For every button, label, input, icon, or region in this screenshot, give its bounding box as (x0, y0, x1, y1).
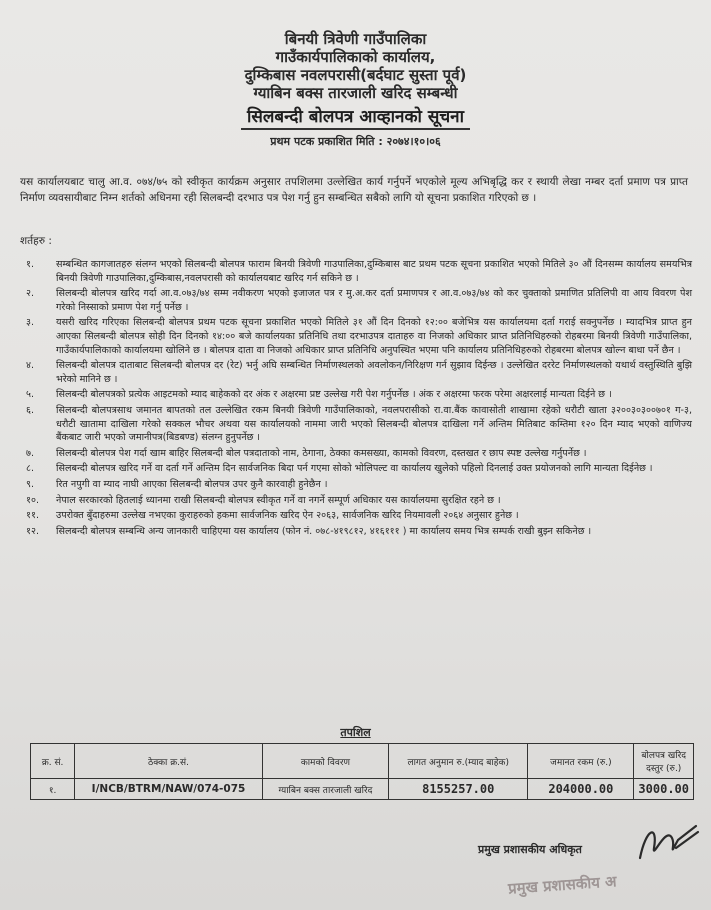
condition-item (20, 525, 692, 539)
condition-item (20, 404, 692, 445)
handwritten-signature (632, 818, 702, 866)
condition-item (20, 447, 692, 461)
cell-bid-security: 204000.00 (528, 779, 634, 800)
condition-number: ७. (26, 447, 35, 459)
condition-text: सिलबन्दी बोलपत्र पेश गर्दा खाम बाहिर सिलबन्दी बोल पत्रदाताको नाम, ठेगाना, ठेक्का कमसख्या, कामको विवरण, दस्तखत र छाप स्पष्ट उल्लेख गर्नुपर्नेछ । (56, 447, 587, 459)
condition-text: सिलबन्दी बोलपत्र दाताबाट सिलबन्दी बोलपत्र दर (रेट) भर्नु अघि सम्बन्धित निर्माणस्थलको अवलोकन/निरिक्षण गर्न सुझाव दिईन्छ । उल्लेखित दररेट निर्माणस्थलको यथार्थ वस्तुस्थिति बुझि भरेको मानिने छ । (56, 360, 692, 385)
publication-date: प्रथम पटक प्रकाशित मिति : २०७४।१०।०६ (270, 135, 441, 148)
condition-text: सिलबन्दी बोलपत्र खरिद गर्ने वा दर्ता गर्ने अन्तिम दिन सार्वजनिक बिदा पर्न गएमा सोको भोलिपल्ट वा कार्यालय खुलेको पहिलो दिनलाई उक्त प्रयोजनको लागि मान्यता दिईनेछ । (56, 463, 653, 475)
notice-subject: ग्याबिन बक्स तारजाली खरिद सम्बन्धी (253, 84, 458, 102)
condition-number: २. (26, 288, 35, 300)
condition-number: १०. (26, 494, 40, 506)
condition-item (20, 462, 692, 476)
office-stamp: प्रमुख प्रशासकीय अ (507, 872, 618, 898)
col-header-serial: क्र. सं. (31, 744, 75, 779)
condition-text: सिलबन्दी बोलपत्रसाथ जमानत बापतको तल उल्लेखित रकम बिनयी त्रिवेणी गाउँपालिकाको, नवलपरासीको रा.वा.बैंक कावासोती शाखामा रहेको धरौटी खाता ३२००३०३००७०१ ग-३, धरौटी खातामा दाखिला गरेको सक्कल भौचर अथवा यस कार्यालयको नाममा जारी भएको सिलबन्दी बोलपत्र दाखिला गर्ने अन्तिम मितिबाट कम्तिमा १२० दिन म्याद भएको वाणिज्य बैंकबाट जारी भएको जमानीपत्र(बिडबण्ड) संलग्न हुनुपर्नेछ । (56, 404, 692, 444)
condition-item (20, 359, 692, 386)
condition-number: ११. (26, 510, 40, 522)
office-name: गाउँकार्यपालिकाको कार्यालय, (275, 48, 436, 66)
condition-number: ३. (26, 317, 35, 329)
col-header-cost-estimate: लागत अनुमान रु.(म्याद बाहेक) (389, 744, 528, 779)
condition-text: सिलबन्दी बोलपत्रको प्रत्येक आइटमको म्याद बाहेकको दर अंक र अक्षरमा प्रष्ट उल्लेख गरी पेश गर्नुपर्नेछ । अंक र अक्षरमा फरक परेमा अक्षरलाई मान्यता दिईने छ । (56, 389, 612, 401)
condition-item (20, 287, 692, 314)
cell-work-description: ग्याबिन बक्स तारजाली खरिद (262, 779, 388, 800)
condition-item (20, 478, 692, 492)
cell-bid-fee: 3000.00 (634, 779, 694, 800)
cell-serial: १. (31, 779, 75, 800)
condition-text: सिलबन्दी बोलपत्र खरिद गर्दा आ.व.०७३/७४ सम्म नवीकरण भएको इजाजत पत्र र मु.अ.कर दर्ता प्रमाणपत्र र आ.व.०७३/७४ को कर चुक्ताको प्रमाणित प्रतिलिपी वा आय विवरण पेश गरेको निस्साको प्रमाण पेश गर्नु पर्नेछ । (56, 288, 692, 313)
condition-text: यसरी खरिद गरिएका सिलबन्दी बोलपत्र प्रथम पटक सूचना प्रकाशित भएको मितिले ३१ औं दिन दिनको १२:०० बजेभित्र यस कार्यालयमा दर्ता गराई सक्नुपर्नेछ । म्यादभित्र प्राप्त हुन आएका सिलबन्दी बोलपत्र सोही दिन दिनको १४:०० बजे कार्यालयका प्रतिनिधि तथा दरभाउपत्र दाताहरु वा निजको अधिकार प्राप्त प्रतिनिधिहरुको रोहबरमा बिनयी त्रिवेणी गाउँपालिका, गाउँकार्यपालिकाको कार्यालयमा खोलिने छ । बोलपत्र दाता वा निजको अधिकार प्राप्त प्रतिनिधि अनुपस्थित भएमा पनि कार्यालय प्रतिनिधिहरुको रोहबरमा बोलपत्र खोल्न बाधा पर्ने छैन । (56, 317, 692, 356)
notice-header (0, 30, 711, 149)
condition-text: रित नपुगी वा म्याद नाघी आएका सिलबन्दी बोलपत्र उपर कुनै कारवाही हुनेछैन । (56, 478, 328, 490)
conditions-heading: शर्तहरु : (20, 235, 52, 247)
condition-text: नेपाल सरकारको हितलाई ध्यानमा राखी सिलबन्दी बोलपत्र स्वीकृत गर्ने वा नगर्ने सम्पूर्ण अधिकार यस कार्यालयमा सुरक्षित रहने छ । (56, 494, 501, 506)
col-header-bid-fee: बोलपत्र खरिद दस्तुर (रु.) (634, 744, 694, 779)
col-header-contract-no: ठेक्का क्र.सं. (75, 744, 263, 779)
condition-number: ८. (26, 463, 35, 475)
conditions-list (20, 258, 692, 540)
col-header-work-description: कामको विवरण (262, 744, 388, 779)
col-header-bid-security: जमानत रकम (रु.) (528, 744, 634, 779)
table-header-row (31, 744, 694, 779)
cell-contract-no: I/NCB/BTRM/NAW/074-075 (75, 779, 263, 800)
schedule-table (30, 743, 694, 800)
condition-number: ५. (26, 389, 35, 401)
condition-text: सिलबन्दी बोलपत्र सम्बन्धि अन्य जानकारी चाहिएमा यस कार्यालय (फोन नं. ०७८-४१९८१२, ४१६१११ ) मा कार्यालय समय भित्र सम्पर्क राखी बुझ्न सकिनेछ । (56, 525, 592, 537)
condition-text: उपरोक्त बुँदाहरुमा उल्लेख नभएका कुराहरुको हकमा सार्वजनिक खरिद ऐन २०६३, सार्वजनिक खरिद नियमावली २०६४ अनुसार हुनेछ । (56, 510, 519, 522)
table-row (31, 779, 694, 800)
condition-number: ४. (26, 360, 35, 372)
table-caption: तपशिल (340, 726, 371, 739)
condition-item (20, 258, 692, 285)
condition-item (20, 509, 692, 523)
office-address: दुम्किबास नवलपरासी(बर्दघाट सुस्ता पूर्व) (244, 66, 467, 84)
condition-number: १. (26, 259, 35, 270)
condition-text: सम्बन्धित कागजातहरु संलग्न भएको सिलबन्दी बोलपत्र फाराम बिनयी त्रिवेणी गाउपालिका,दुम्किबास बाट प्रथम पटक सूचना प्रकाशित भएको मितिले ३० औं दिनसम्म कार्यालय समयभित्र बिनयी त्रिवेणी गाउपालिका,दुम्किबास,नवलपरासी को कार्यालयबाट खरिद गर्न सकिने छ । (56, 259, 692, 284)
cell-cost-estimate: 8155257.00 (389, 779, 528, 800)
condition-number: ९. (26, 478, 35, 490)
condition-item (20, 388, 692, 402)
intro-paragraph: यस कार्यालयबाट चालु आ.व. ०७४/७५ को स्वीकृत कार्यक्रम अनुसार तपशिलमा उल्लेखित कार्य गर्नुपर्ने भएकोले मूल्य अभिबृद्धि कर र स्थायी लेखा नम्बर दर्ता प्रमाण पत्र प्राप्त निर्माण व्यवसायीबाट निम्न शर्तको अधिनमा रही सिलबन्दी दरभाउ पत्र पेश गर्नु हुन सम्बन्धित सबैको लागि यो सूचना प्रकाशित गरिएको छ । (20, 176, 688, 204)
condition-item (20, 494, 692, 508)
municipality-name: बिनयी त्रिवेणी गाउँपालिका (284, 30, 427, 48)
notice-title: सिलबन्दी बोलपत्र आव्हानको सूचना (241, 104, 470, 130)
condition-item (20, 316, 692, 357)
condition-number: ६. (26, 404, 35, 416)
signatory-designation: प्रमुख प्रशासकीय अधिकृत (478, 843, 582, 856)
condition-number: १२. (26, 525, 40, 537)
